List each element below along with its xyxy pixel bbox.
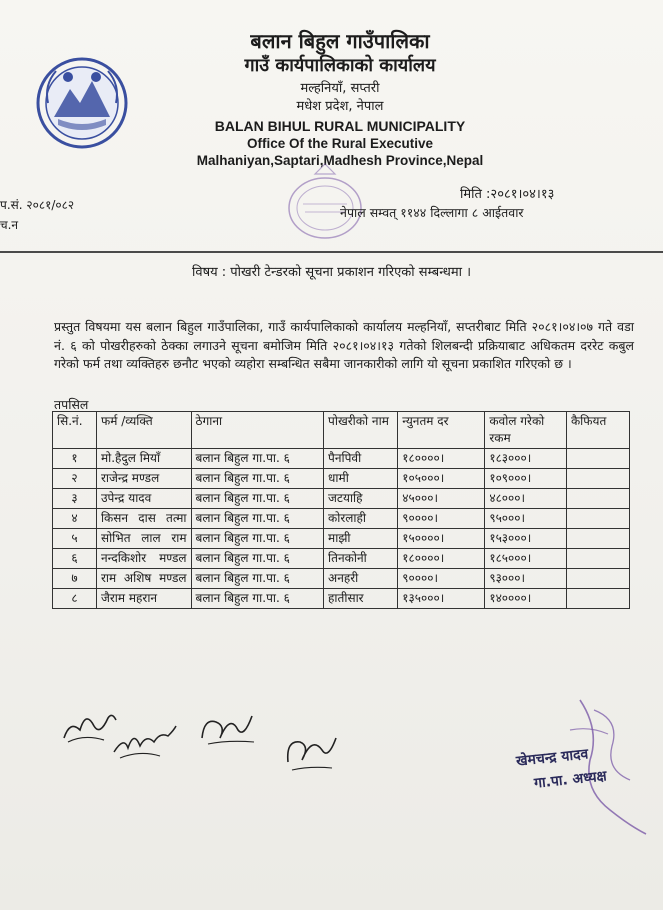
cell-remarks: [566, 469, 629, 489]
table-row: [53, 509, 630, 529]
cell-bid-amount: ४८०००।: [485, 489, 567, 509]
col-header-pond: पोखरीको नाम: [324, 412, 398, 449]
cell-min-rate: १५००००।: [398, 529, 485, 549]
cell-address: बलान बिहुल गा.पा. ६: [191, 469, 324, 489]
cell-firm: उपेन्द्र यादव: [96, 489, 191, 509]
cell-remarks: [566, 549, 629, 569]
chairperson-signature-icon: [560, 690, 650, 840]
col-header-min-rate: न्युनतम दर: [398, 412, 485, 449]
cell-sn: ५: [53, 529, 97, 549]
cell-pond: धामी: [324, 469, 398, 489]
cell-pond: पैनपिवी: [324, 449, 398, 469]
cell-remarks: [566, 449, 629, 469]
cell-min-rate: १८००००।: [398, 549, 485, 569]
letterhead: [140, 28, 540, 169]
cell-firm: जैराम महरान: [96, 589, 191, 609]
cell-address: बलान बिहुल गा.पा. ६: [191, 509, 324, 529]
cell-bid-amount: १४००००।: [485, 589, 567, 609]
cell-min-rate: १८००००।: [398, 449, 485, 469]
cell-sn: ८: [53, 589, 97, 609]
cell-remarks: [566, 529, 629, 549]
chairperson-name: खेमचन्द्र यादव: [515, 746, 590, 770]
cell-pond: माझी: [324, 529, 398, 549]
table-row: [53, 529, 630, 549]
col-header-address: ठेगाना: [191, 412, 324, 449]
municipality-name-english: BALAN BIHUL RURAL MUNICIPALITY: [214, 118, 466, 134]
cell-min-rate: १०५०००।: [398, 469, 485, 489]
cell-firm: सोभित लाल राम: [96, 529, 191, 549]
table-row: [53, 549, 630, 569]
municipality-name-nepali: बलान बिहुल गाउँपालिका: [250, 29, 430, 53]
signature-3-icon: [196, 704, 260, 752]
chairperson-title: गा.पा. अध्यक्ष: [533, 768, 608, 792]
table-row: [53, 569, 630, 589]
cell-sn: ६: [53, 549, 97, 569]
table-header-row: [53, 412, 630, 449]
cell-firm: किसन दास तत्मा: [96, 509, 191, 529]
table-row: [53, 469, 630, 489]
cell-bid-amount: १८३०००।: [485, 449, 567, 469]
cell-min-rate: ९००००।: [398, 569, 485, 589]
cell-pond: जटयाहि: [324, 489, 398, 509]
header-divider: [0, 251, 663, 253]
location-nepali: मल्हनियाँ, सप्तरी: [300, 81, 380, 96]
address-english: Malhaniyan,Saptari,Madhesh Province,Nepal: [196, 153, 484, 168]
table-row: [53, 489, 630, 509]
letter-number: प.सं. २०८१/०८२: [0, 198, 75, 212]
table-row: [53, 449, 630, 469]
cell-bid-amount: १८५०००।: [485, 549, 567, 569]
cell-pond: कोरलाही: [324, 509, 398, 529]
cell-address: बलान बिहुल गा.पा. ६: [191, 449, 324, 469]
nepal-emblem-icon: [34, 55, 130, 151]
cell-sn: ३: [53, 489, 97, 509]
cell-remarks: [566, 569, 629, 589]
cell-address: बलान बिहुल गा.पा. ६: [191, 569, 324, 589]
selection-table: [52, 411, 630, 609]
subject-line: विषय : पोखरी टेन्डरको सूचना प्रकाशन गरिएको सम्बन्धमा ।: [191, 265, 472, 280]
dispatch-number: च.न: [0, 218, 19, 232]
cell-pond: तिनकोनी: [324, 549, 398, 569]
cell-bid-amount: ९५०००।: [485, 509, 567, 529]
cell-sn: ४: [53, 509, 97, 529]
cell-remarks: [566, 489, 629, 509]
cell-firm: राम अशिष मण्डल: [96, 569, 191, 589]
cell-min-rate: ४५०००।: [398, 489, 485, 509]
cell-pond: अनहरी: [324, 569, 398, 589]
notice-body: प्रस्तुत विषयमा यस बलान बिहुल गाउँपालिका, गाउँ कार्यपालिकाको कार्यालय मल्हनियाँ, सप्तरीबाट मिति २०८१।०४।०७ गते वडा नं. ६ को पोखरीहरुको ठेक्का लगाउने सूचना बमोजिम मिति २०८१।०४।१३ गतेको शिलबन्दी प्रक्रियाबाट अधिकतम दररेट कबुल गरेको फर्म तथा व्यक्तिहरु छनौट भएको व्यहोरा सम्बन्धित सबैमा जानकारीको लागि यो सूचना प्रकाशित गरिएको छ ।: [54, 319, 634, 371]
col-header-remarks: कैफियत: [566, 412, 629, 449]
table-caption: तपसिल: [54, 397, 89, 412]
nepal-sambat-date: नेपाल सम्वत् ११४४ दिल्लागा ८ आईतवार: [340, 205, 524, 220]
signature-2-icon: [110, 712, 180, 766]
cell-remarks: [566, 589, 629, 609]
cell-address: बलान बिहुल गा.पा. ६: [191, 489, 324, 509]
table-row: [53, 589, 630, 609]
cell-sn: १: [53, 449, 97, 469]
cell-firm: नन्दकिशोर मण्डल: [96, 549, 191, 569]
cell-bid-amount: ९३०००।: [485, 569, 567, 589]
cell-min-rate: १३५०००।: [398, 589, 485, 609]
cell-firm: राजेन्द्र मण्डल: [96, 469, 191, 489]
cell-address: बलान बिहुल गा.पा. ६: [191, 529, 324, 549]
date-line: मिति :२०८१।०४।१३: [460, 187, 555, 202]
province-nepali: मधेश प्रदेश, नेपाल: [296, 99, 384, 114]
cell-address: बलान बिहुल गा.पा. ६: [191, 589, 324, 609]
col-header-firm: फर्म /व्यक्ति: [96, 412, 191, 449]
col-header-sn: सि.नं.: [53, 412, 97, 449]
cell-sn: ७: [53, 569, 97, 589]
cell-bid-amount: १०९०००।: [485, 469, 567, 489]
cell-pond: हातीसार: [324, 589, 398, 609]
cell-firm: मो.हैदुल मियाँ: [96, 449, 191, 469]
cell-min-rate: ९००००।: [398, 509, 485, 529]
office-name-nepali: गाउँ कार्यपालिकाको कार्यालय: [244, 55, 436, 76]
col-header-bid-amount: कवोल गरेको रकम: [485, 412, 567, 449]
cell-sn: २: [53, 469, 97, 489]
signature-4-icon: [282, 722, 342, 778]
cell-address: बलान बिहुल गा.पा. ६: [191, 549, 324, 569]
cell-bid-amount: १५३०००।: [485, 529, 567, 549]
cell-remarks: [566, 509, 629, 529]
office-name-english: Office Of the Rural Executive: [246, 136, 434, 151]
